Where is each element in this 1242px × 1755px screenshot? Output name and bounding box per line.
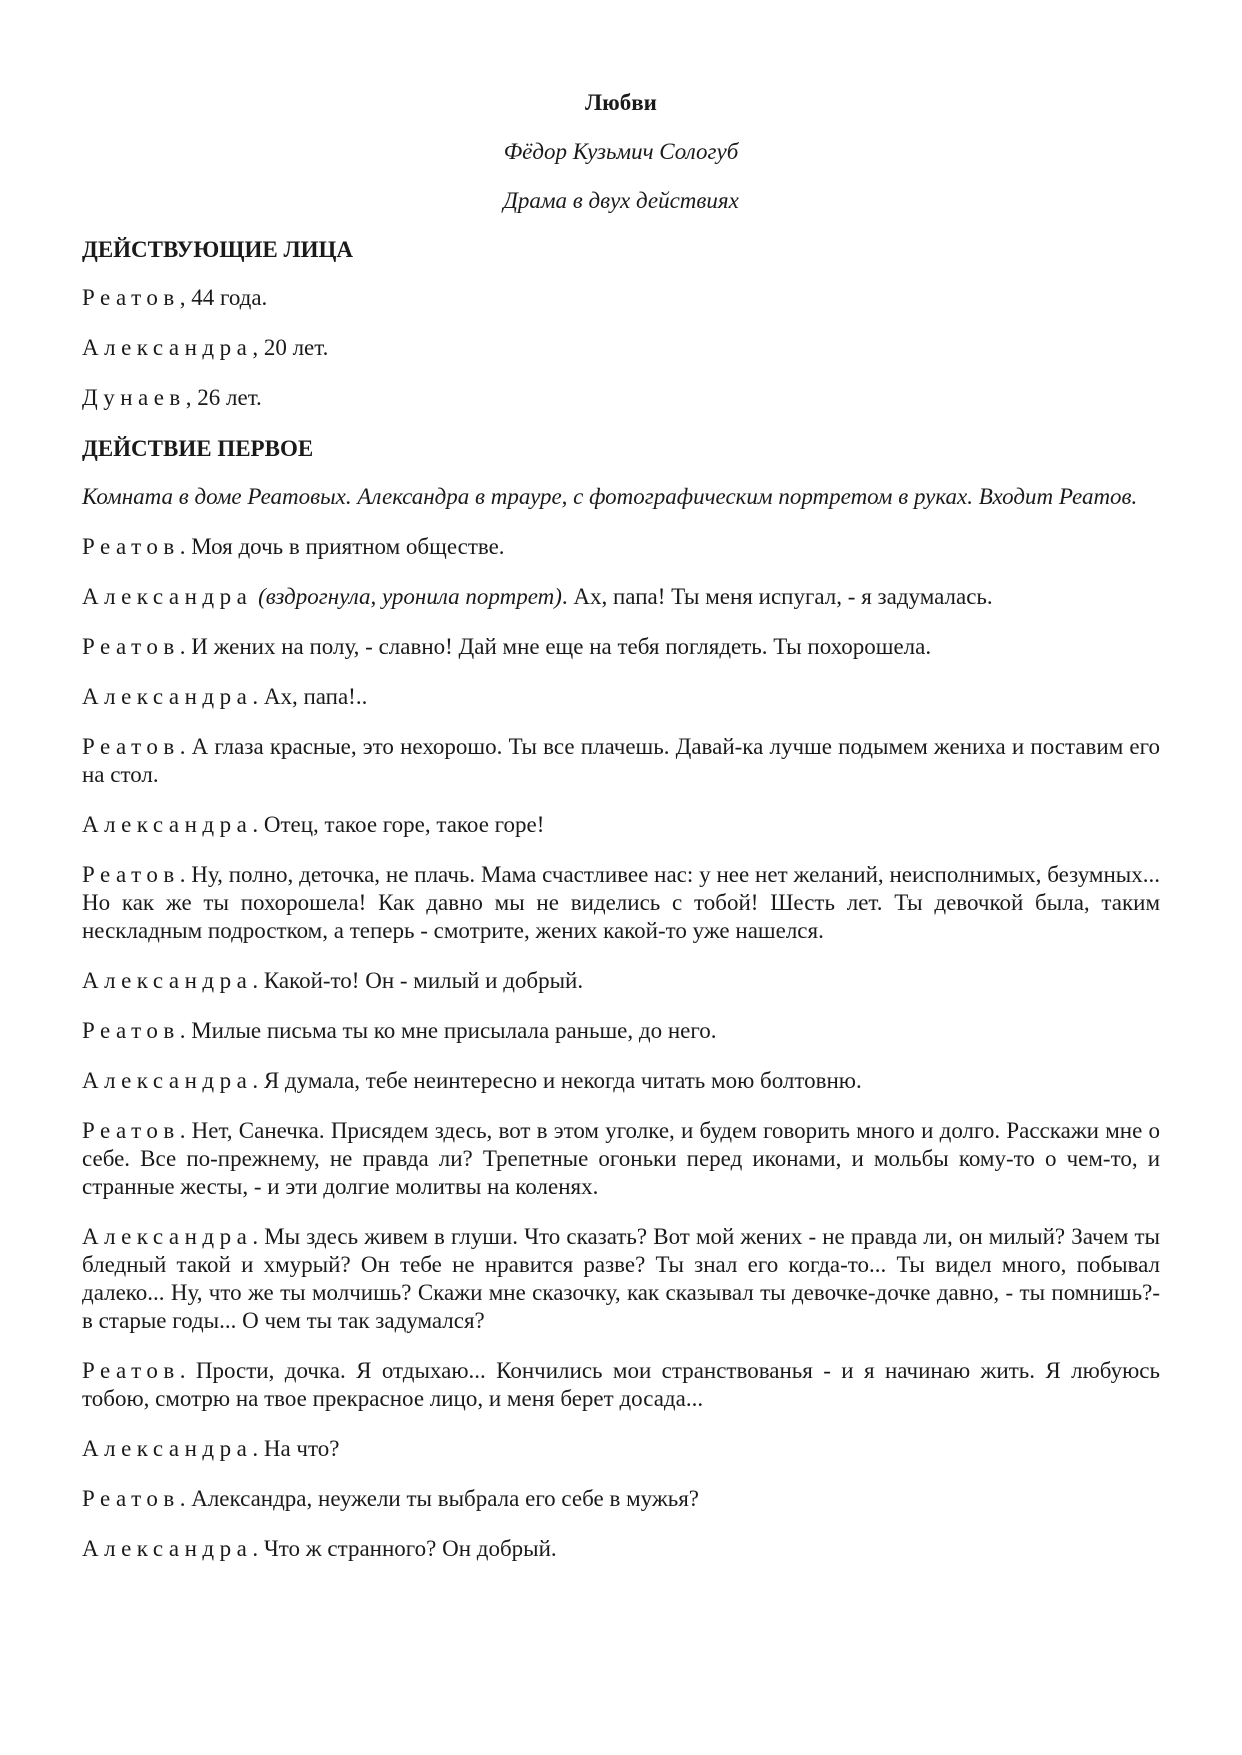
stage-direction: Комната в доме Реатовых. Александра в трауре, с фотографическим портретом в руках. Входит Реатов. [82, 484, 1138, 509]
speaker-name: Александра [82, 584, 253, 609]
line-text: . Что ж странного? Он добрый. [252, 1536, 557, 1561]
speaker-name: Александра [82, 1436, 253, 1461]
dialogue-line [82, 811, 1160, 839]
dialogue-line [82, 583, 1160, 611]
dialogue-line [82, 1535, 1160, 1563]
speaker-name: Александра [82, 1536, 253, 1561]
cast-description: , 44 года. [179, 285, 268, 310]
dialogue-line [82, 1017, 1160, 1045]
dialogue [82, 533, 1160, 1563]
speaker-name: Реатов [82, 1118, 180, 1143]
line-text: . Ах, папа! Ты меня испугал, - я задумалась. [561, 584, 993, 609]
cast-item [82, 284, 1160, 312]
speaker-name: Реатов [82, 534, 180, 559]
speaker-name: Александра [82, 968, 253, 993]
speaker-name: Реатов [82, 634, 180, 659]
line-text: . На что? [252, 1436, 340, 1461]
speaker-name: Реатов [82, 1018, 180, 1043]
dialogue-line [82, 1067, 1160, 1095]
cast-name: Дунаев [82, 385, 186, 410]
line-text: . Ну, полно, деточка, не плачь. Мама счастливее нас: у нее нет желаний, неисполнимых, безумных... Но как же ты похорошела! Как давно мы не виделись с тобой! Шесть лет. Ты девочкой была, таким нескладным подростком, а теперь - смотрите, жених какой-то уже нашелся. [82, 862, 1160, 943]
dialogue-line [82, 683, 1160, 711]
dialogue-line [82, 1435, 1160, 1463]
dialogue-line [82, 967, 1160, 995]
line-text: . Нет, Санечка. Присядем здесь, вот в этом уголке, и будем говорить много и долго. Расскажи мне о себе. Все по-прежнему, не правда ли? Трепетные огоньки перед иконами, и мольбы кому-то о чем-то, и странные жесты, - и эти долгие молитвы на коленях. [82, 1118, 1160, 1199]
speaker-name: Александра [82, 1224, 253, 1249]
play-genre: Драма в двух действиях [503, 188, 739, 213]
cast-name: Александра [82, 335, 253, 360]
dialogue-line [82, 733, 1160, 789]
cast-name: Реатов [82, 285, 180, 310]
speaker-name: Реатов [82, 862, 180, 887]
line-text: . Какой-то! Он - милый и добрый. [252, 968, 584, 993]
cast-list [82, 284, 1160, 412]
stage-remark: (вздрогнула, уронила портрет) [252, 584, 562, 609]
line-text: . Ах, папа!.. [252, 684, 368, 709]
cast-item [82, 384, 1160, 412]
speaker-name: Реатов [82, 734, 180, 759]
line-text: . А глаза красные, это нехорошо. Ты все плачешь. Давай-ка лучше подымем жениха и поставим его на стол. [82, 734, 1160, 787]
cast-description: , 26 лет. [185, 385, 262, 410]
dialogue-line [82, 1357, 1160, 1413]
line-text: . Милые письма ты ко мне присылала раньше, до него. [179, 1018, 717, 1043]
dialogue-line [82, 533, 1160, 561]
line-text: . Отец, такое горе, такое горе! [252, 812, 545, 837]
dialogue-line [82, 1223, 1160, 1335]
line-text: . Моя дочь в приятном обществе. [179, 534, 505, 559]
cast-description: , 20 лет. [252, 335, 329, 360]
line-text: . Я думала, тебе неинтересно и некогда читать мою болтовню. [252, 1068, 862, 1093]
speaker-name: Реатов [82, 1358, 180, 1383]
dialogue-line [82, 1485, 1160, 1513]
speaker-name: Александра [82, 812, 253, 837]
speaker-name: Александра [82, 1068, 253, 1093]
act-heading: ДЕЙСТВИЕ ПЕРВОЕ [82, 436, 314, 461]
line-text: . Мы здесь живем в глуши. Что сказать? Вот мой жених - не правда ли, он милый? Зачем ты бледный такой и хмурый? Он тебе не нравится разве? Ты знал его когда-то... Ты видел много, побывал далеко... Ну, что же ты молчишь? Скажи мне сказочку, как сказывал ты девочке-дочке давно, - ты помнишь?- в старые годы... О чем ты так задумался? [82, 1224, 1160, 1333]
line-text: . Александра, неужели ты выбрала его себе в мужья? [179, 1486, 700, 1511]
cast-item [82, 334, 1160, 362]
cast-heading: ДЕЙСТВУЮЩИЕ ЛИЦА [82, 237, 354, 262]
line-text: . И жених на полу, - славно! Дай мне еще на тебя поглядеть. Ты похорошела. [179, 634, 932, 659]
dialogue-line [82, 633, 1160, 661]
dialogue-line [82, 1117, 1160, 1201]
line-text: . Прости, дочка. Я отдыхаю... Кончились мои странствованья - и я начинаю жить. Я любуюсь тобою, смотрю на твое прекрасное лицо, и меня берет досада... [82, 1358, 1160, 1411]
dialogue-line [82, 861, 1160, 945]
speaker-name: Реатов [82, 1486, 180, 1511]
speaker-name: Александра [82, 684, 253, 709]
play-title: Любви [585, 90, 657, 115]
play-author: Фёдор Кузьмич Сологуб [503, 139, 739, 164]
